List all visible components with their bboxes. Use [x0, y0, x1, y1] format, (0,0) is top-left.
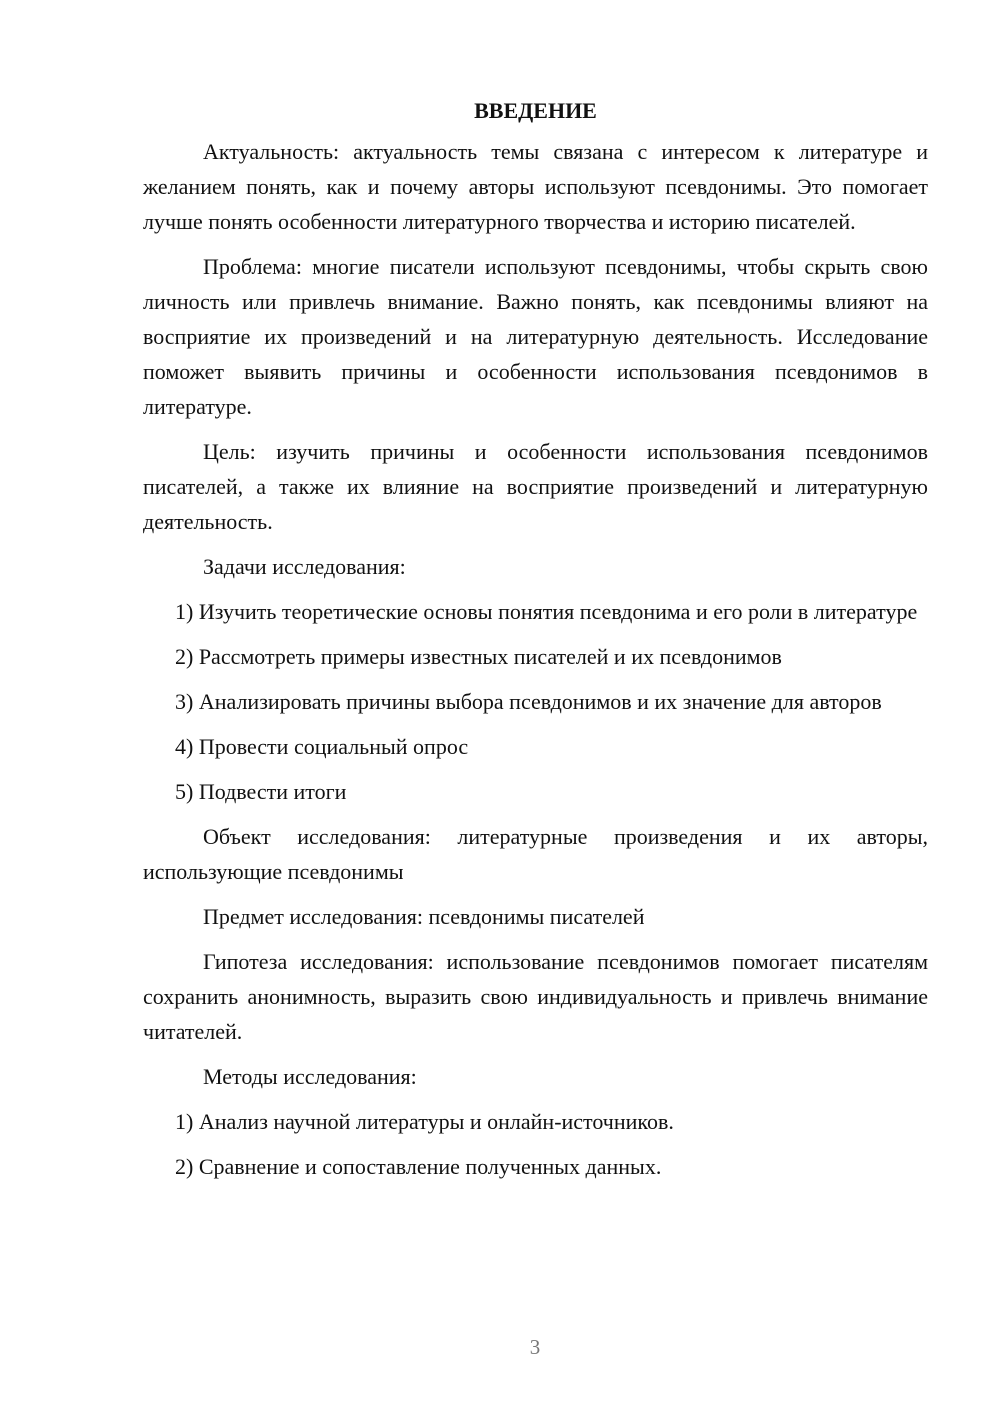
- task-item: 4) Провести социальный опрос: [175, 734, 469, 759]
- page-number-footer: [0, 1333, 1000, 1361]
- methods-list: [143, 1104, 928, 1184]
- task-item: 2) Рассмотреть примеры известных писателей и их псевдонимов: [175, 644, 782, 669]
- task-item: 1) Изучить теоретические основы понятия псевдонима и его роли в литературе: [175, 599, 918, 624]
- method-item: 1) Анализ научной литературы и онлайн-источников.: [175, 1109, 674, 1134]
- relevance-paragraph: Актуальность: актуальность темы связана с интересом к литературе и желанием понять, как и почему авторы используют псевдонимы. Это помогает лучше понять особенности литературного творчества и историю писателей.: [143, 139, 928, 234]
- hypothesis-paragraph: Гипотеза исследования: использование псевдонимов помогает писателям сохранить анонимность, выразить свою индивидуальность и привлечь внимание читателей.: [143, 949, 928, 1044]
- tasks-list: [143, 594, 928, 809]
- page-number: 3: [529, 1335, 541, 1359]
- task-item: 3) Анализировать причины выбора псевдонимов и их значение для авторов: [175, 689, 882, 714]
- method-item: 2) Сравнение и сопоставление полученных данных.: [175, 1154, 662, 1179]
- section-title: ВВЕДЕНИЕ: [474, 98, 597, 123]
- tasks-heading: Задачи исследования:: [203, 554, 406, 579]
- methods-heading: Методы исследования:: [203, 1064, 417, 1089]
- problem-paragraph: Проблема: многие писатели используют псевдонимы, чтобы скрыть свою личность или привлечь внимание. Важно понять, как псевдонимы влияют на восприятие их произведений и на литературную деятельность. Исследование поможет выявить причины и особенности использования псевдонимов в литературе.: [143, 254, 928, 419]
- subject-paragraph: Предмет исследования: псевдонимы писателей: [203, 904, 645, 929]
- task-item: 5) Подвести итоги: [175, 779, 347, 804]
- page-content: [143, 95, 928, 1194]
- object-paragraph: Объект исследования: литературные произведения и их авторы, использующие псевдонимы: [143, 824, 928, 884]
- goal-paragraph: Цель: изучить причины и особенности использования псевдонимов писателей, а также их влияние на восприятие произведений и литературную деятельность.: [143, 439, 928, 534]
